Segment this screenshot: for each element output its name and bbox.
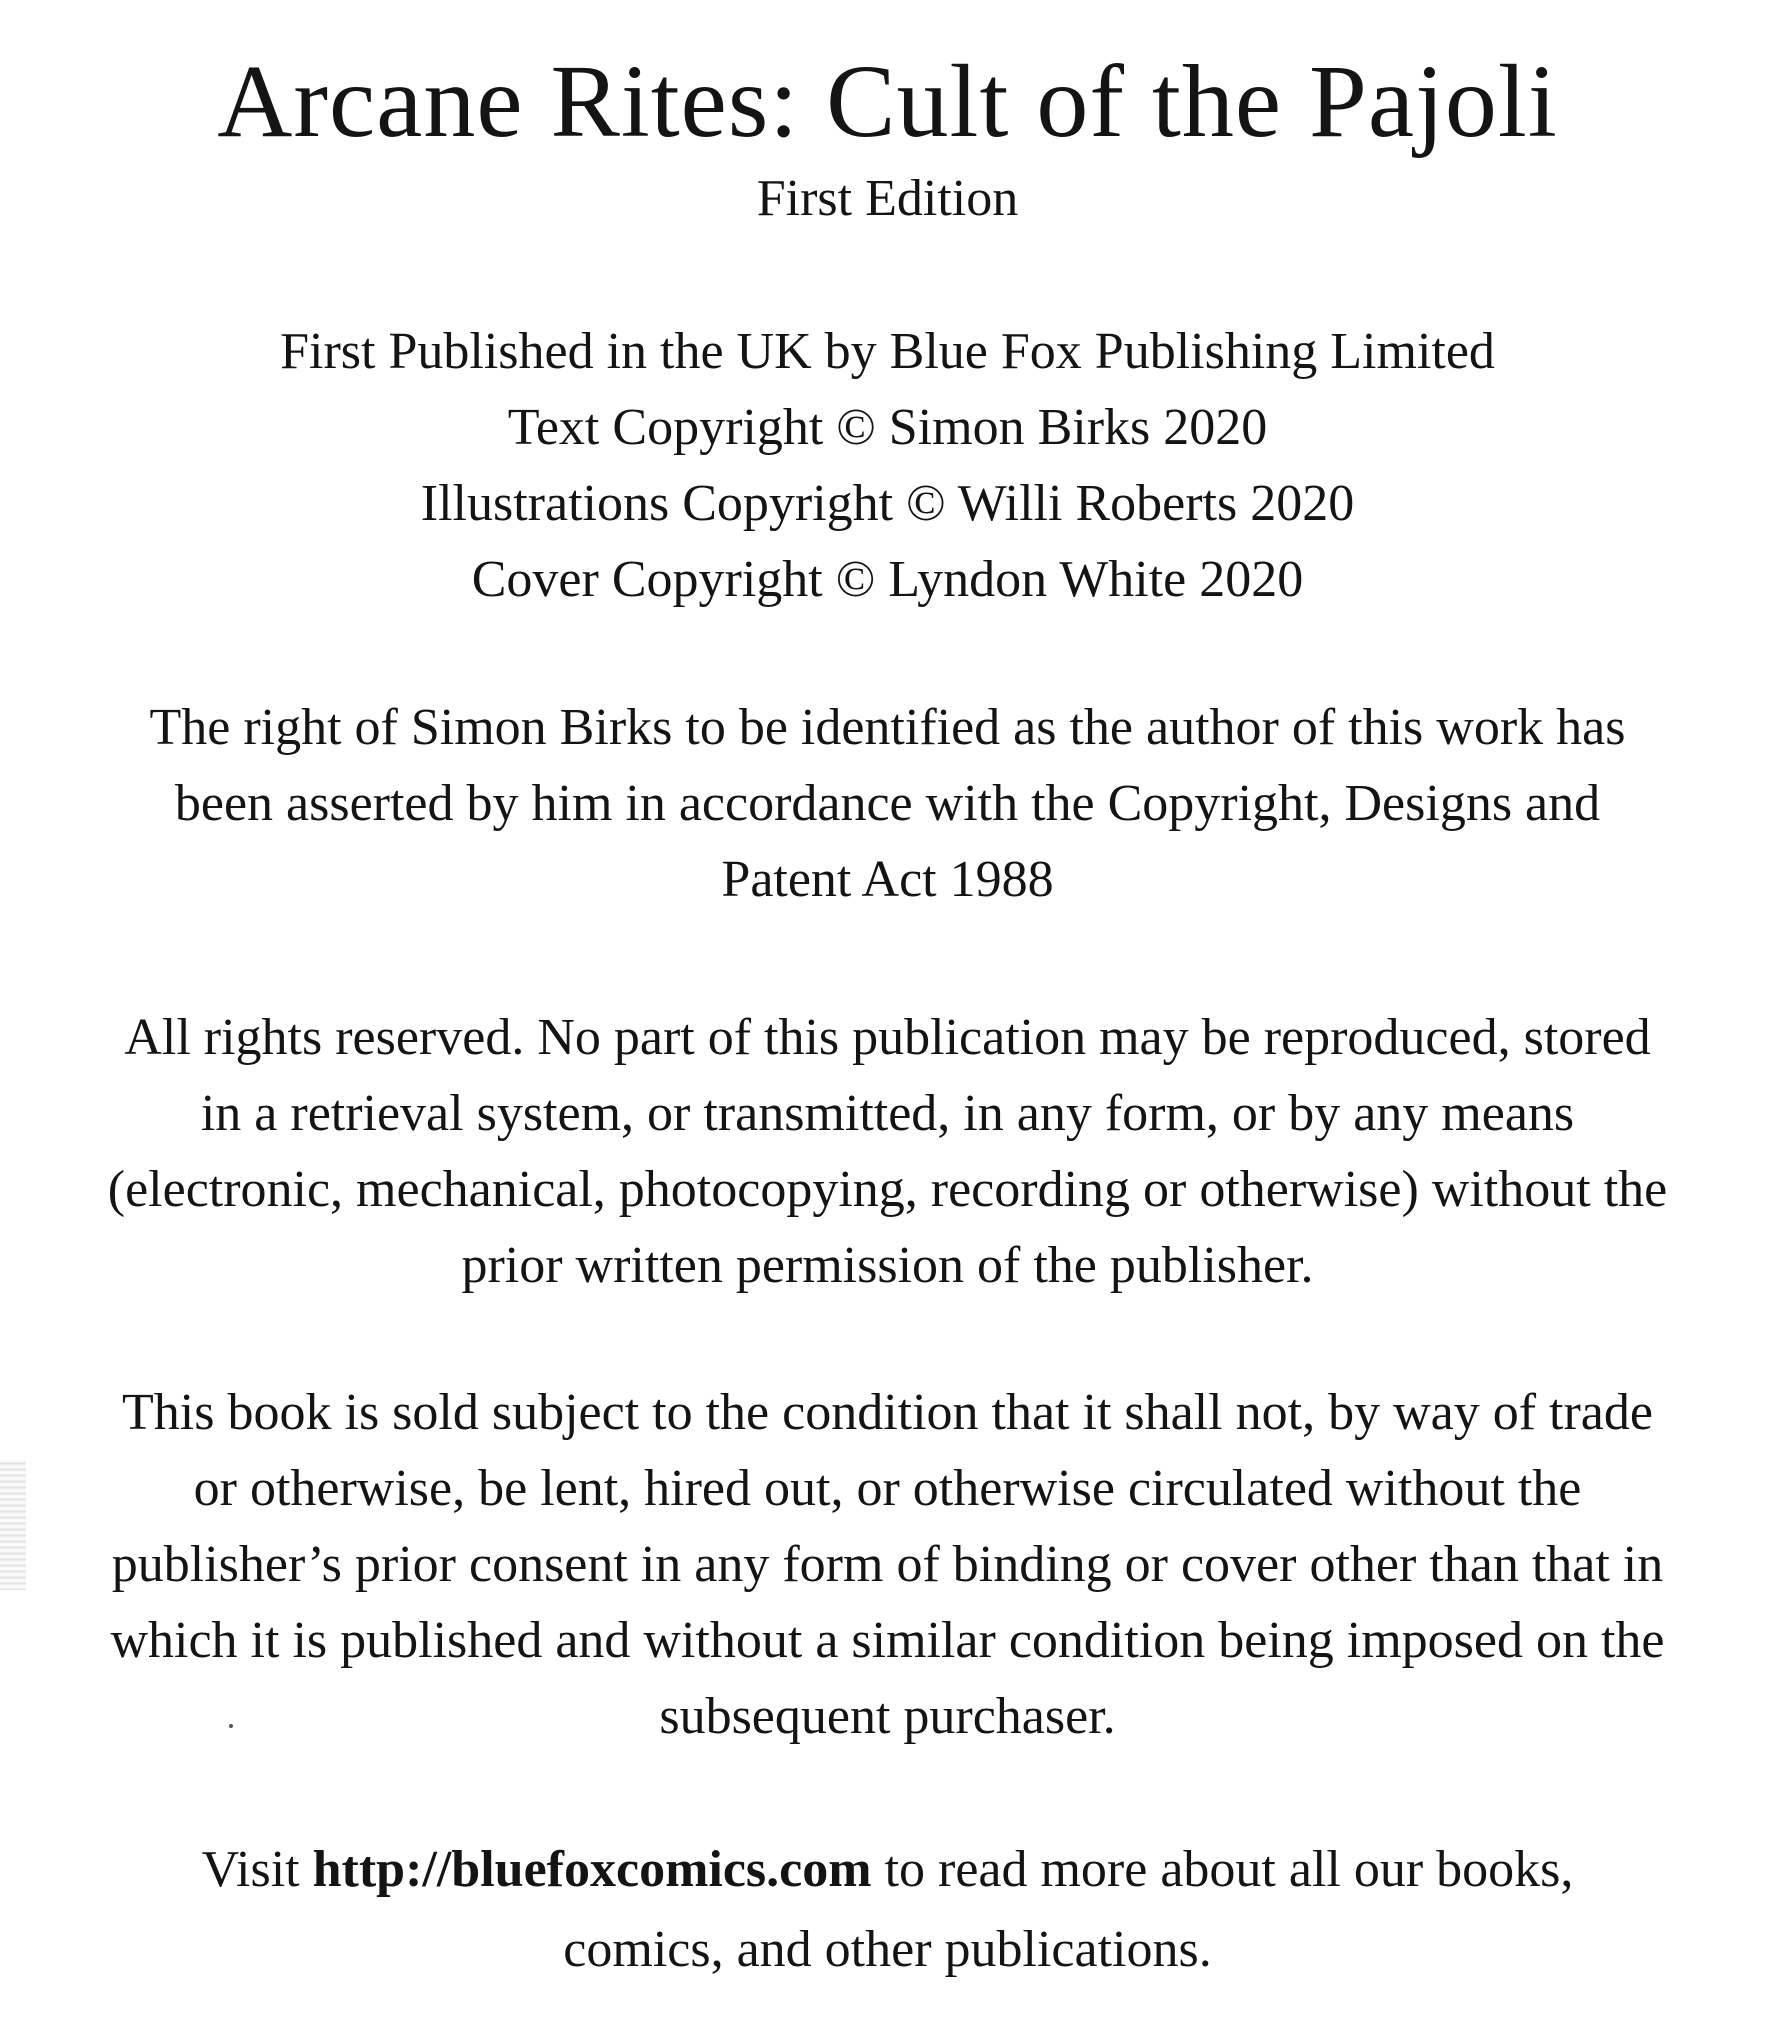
paragraph-line: This book is sold subject to the condition that it shall not, by way of trade [122, 1384, 1653, 1441]
paragraph-line: subsequent purchaser. [659, 1688, 1116, 1745]
paragraph-line: in a retrieval system, or transmitted, in any form, or by any means [200, 1085, 1575, 1142]
sale-condition-paragraph [20, 1375, 1755, 1755]
visit-paragraph [20, 1830, 1755, 1990]
paragraph-line: prior written permission of the publisher. [461, 1237, 1314, 1294]
paragraph-line: Patent Act 1988 [721, 851, 1054, 908]
credits-block [20, 314, 1755, 618]
scan-artifact [0, 1460, 26, 1590]
scan-dot [229, 1724, 233, 1728]
text-copyright-line: Text Copyright © Simon Birks 2020 [507, 399, 1268, 456]
paragraph-line: been asserted by him in accordance with the Copyright, Designs and [174, 775, 1601, 832]
visit-line [20, 1830, 1755, 1910]
moral-rights-paragraph [20, 690, 1755, 918]
illustrations-copyright-line: Illustrations Copyright © Willi Roberts 2020 [420, 475, 1355, 532]
paragraph-line: which it is published and without a similar condition being imposed on the [110, 1612, 1665, 1669]
paragraph-line: publisher’s prior consent in any form of binding or cover other than that in [111, 1536, 1664, 1593]
visit-suffix: to read more about all our books, [871, 1841, 1574, 1898]
visit-prefix: Visit [201, 1841, 313, 1898]
cover-copyright-line: Cover Copyright © Lyndon White 2020 [471, 551, 1304, 608]
paragraph-line: or otherwise, be lent, hired out, or otherwise circulated without the [193, 1460, 1582, 1517]
website-link[interactable]: http://bluefoxcomics.com [312, 1841, 872, 1898]
book-title: Arcane Rites: Cult of the Pajoli [217, 44, 1558, 159]
paragraph-line: The right of Simon Birks to be identified as the author of this work has [149, 699, 1626, 756]
publisher-line: First Published in the UK by Blue Fox Publishing Limited [280, 323, 1495, 380]
edition-label: First Edition [756, 170, 1019, 227]
paragraph-line: (electronic, mechanical, photocopying, recording or otherwise) without the [107, 1161, 1668, 1218]
all-rights-reserved-paragraph [20, 1000, 1755, 1304]
visit-line-2: comics, and other publications. [563, 1921, 1212, 1978]
paragraph-line: All rights reserved. No part of this publication may be reproduced, stored [124, 1009, 1651, 1066]
